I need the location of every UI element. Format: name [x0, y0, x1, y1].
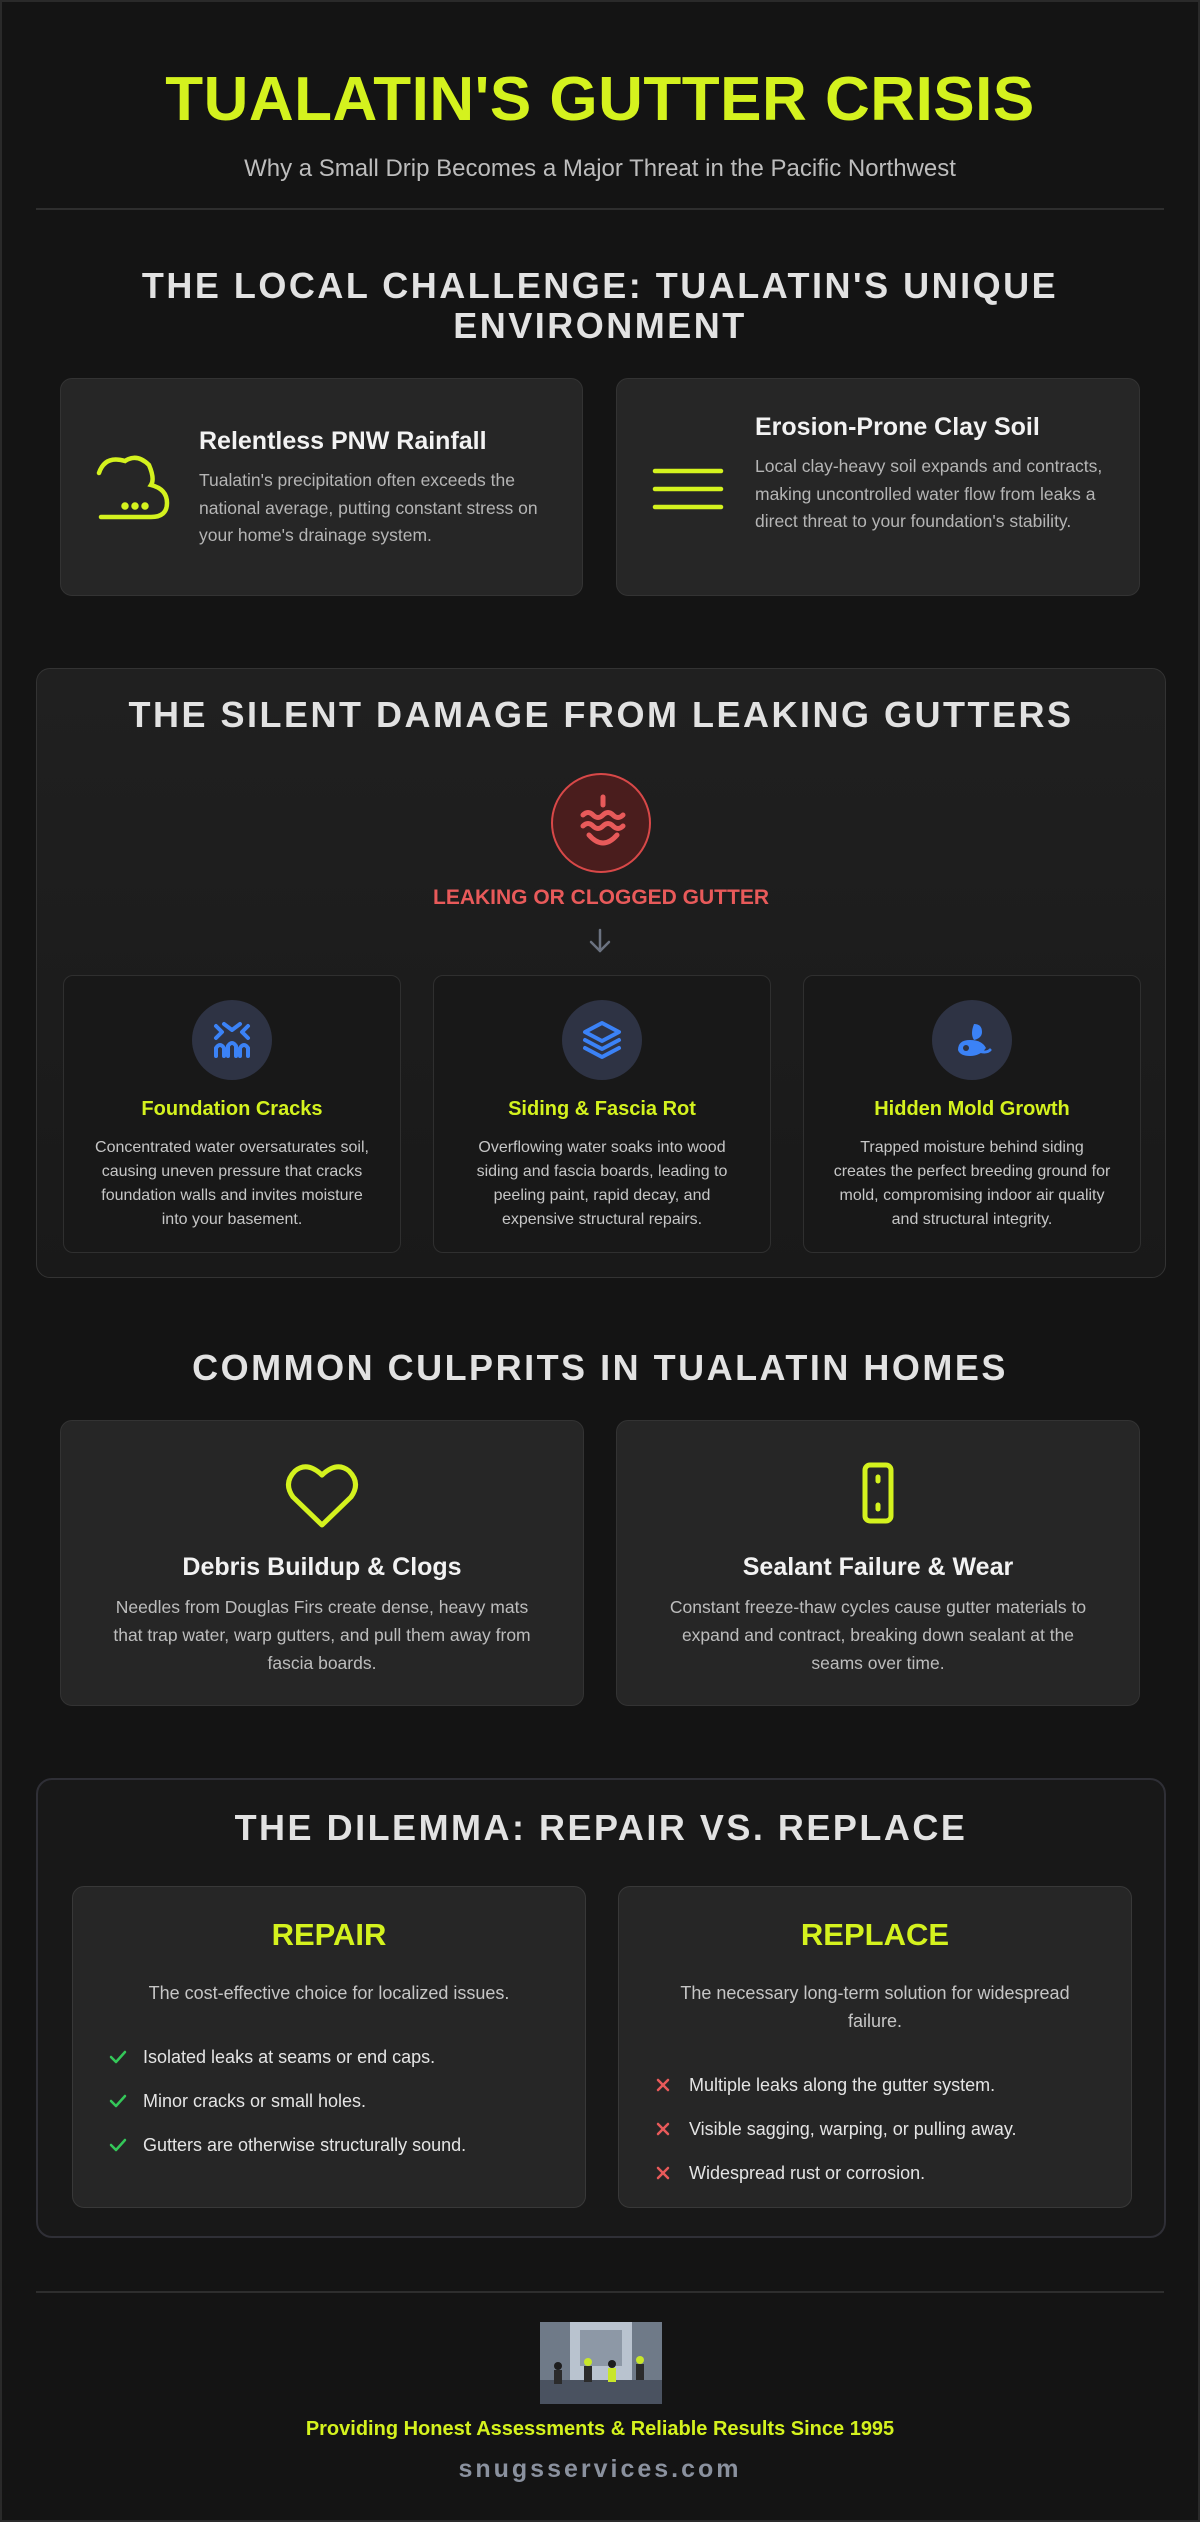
- footer-tagline: Providing Honest Assessments & Reliable Results Since 1995: [305, 2418, 895, 2440]
- dilemma-panel: [36, 1778, 1166, 2238]
- website-link[interactable]: snugsservices.com: [458, 2455, 742, 2483]
- layers-icon: [562, 1000, 642, 1080]
- replace-item-text: Multiple leaks along the gutter system.: [689, 2074, 996, 2095]
- header: [2, 2, 1198, 184]
- debris-card-title: Debris Buildup & Clogs: [182, 1553, 462, 1581]
- dilemma-title: THE DILEMMA: REPAIR VS. REPLACE: [234, 1807, 968, 1848]
- seam-icon: [860, 1461, 896, 1530]
- page-subtitle: Why a Small Drip Becomes a Major Threat in the Pacific Northwest: [244, 155, 956, 182]
- repair-title: REPAIR: [271, 1917, 387, 1952]
- sealant-card-title: Sealant Failure & Wear: [742, 1553, 1014, 1581]
- clay-soil-card-title: Erosion-Prone Clay Soil: [755, 413, 1040, 441]
- cloud-rain-icon: [91, 451, 171, 531]
- repair-card: [72, 1886, 586, 2208]
- debris-card: [60, 1420, 584, 1706]
- local-challenge-title: THE LOCAL CHALLENGE: TUALATIN'S UNIQUE ENVIRONMENT: [141, 265, 1059, 346]
- siding-rot-text: Overflowing water soaks into wood siding and fascia boards, leading to peeling paint, rapid decay, and expensive structural repairs.: [476, 1139, 728, 1228]
- silent-damage-title: THE SILENT DAMAGE FROM LEAKING GUTTERS: [128, 694, 1074, 735]
- sealant-card: [616, 1420, 1140, 1706]
- page-title: TUALATIN'S GUTTER CRISIS: [165, 65, 1035, 134]
- mold-spores-icon: [932, 1000, 1012, 1080]
- silent-damage-panel: [36, 668, 1166, 1278]
- arrow-down-icon: [587, 927, 613, 960]
- list-item: [655, 2107, 1101, 2151]
- x-icon: [655, 2165, 689, 2181]
- leaking-gutter-icon: [551, 773, 651, 873]
- clay-soil-card: [616, 378, 1140, 596]
- soil-layers-icon: [651, 465, 725, 513]
- replace-item-text: Widespread rust or corrosion.: [689, 2162, 926, 2183]
- footer-divider: [36, 2291, 1164, 2293]
- list-item: [655, 2063, 1101, 2107]
- crew-photo: [540, 2322, 662, 2404]
- list-item: [109, 2123, 555, 2167]
- list-item: [109, 2079, 555, 2123]
- leaking-gutter-label: LEAKING OR CLOGGED GUTTER: [433, 886, 769, 909]
- debris-card-text: Needles from Douglas Firs create dense, heavy mats that trap water, warp gutters, and pull them away from fascia boards.: [113, 1597, 531, 1673]
- foundation-cracks-text: Concentrated water oversaturates soil, causing uneven pressure that cracks foundation walls and invites moisture into your basement.: [95, 1139, 369, 1228]
- repair-item-text: Isolated leaks at seams or end caps.: [143, 2046, 436, 2067]
- siding-rot-title: Siding & Fascia Rot: [508, 1098, 696, 1120]
- foundation-cracks-title: Foundation Cracks: [141, 1098, 323, 1120]
- mold-growth-title: Hidden Mold Growth: [874, 1098, 1070, 1120]
- x-icon: [655, 2121, 689, 2137]
- replace-item-text: Visible sagging, warping, or pulling away.: [689, 2118, 1017, 2139]
- replace-card: [618, 1886, 1132, 2208]
- sealant-card-text: Constant freeze-thaw cycles cause gutter materials to expand and contract, breaking down sealant at the seams over time.: [669, 1597, 1087, 1673]
- list-item: [655, 2151, 1101, 2195]
- mold-growth-text: Trapped moisture behind siding creates the perfect breeding ground for mold, compromising indoor air quality and structural integrity.: [833, 1139, 1111, 1228]
- culprits-title: COMMON CULPRITS IN TUALATIN HOMES: [192, 1347, 1008, 1388]
- repair-list: [109, 2035, 555, 2167]
- foundation-cracks-icon: [192, 1000, 272, 1080]
- check-icon: [109, 2094, 143, 2108]
- rainfall-card: [60, 378, 583, 596]
- header-divider: [36, 208, 1164, 210]
- replace-title: REPLACE: [800, 1917, 950, 1952]
- rainfall-card-text: Tualatin's precipitation often exceeds the national average, putting constant stress on your home's drainage system.: [199, 470, 538, 545]
- foundation-cracks-card: [63, 975, 401, 1253]
- infographic-page: [2, 2, 1198, 2520]
- check-icon: [109, 2138, 143, 2152]
- replace-list: [655, 2063, 1101, 2195]
- siding-rot-card: [433, 975, 771, 1253]
- heart-icon: [285, 1461, 359, 1536]
- mold-growth-card: [803, 975, 1141, 1253]
- replace-intro: The necessary long-term solution for widespread failure.: [680, 1983, 1070, 2031]
- repair-item-text: Gutters are otherwise structurally sound.: [143, 2134, 467, 2155]
- x-icon: [655, 2077, 689, 2093]
- repair-intro: The cost-effective choice for localized issues.: [148, 1983, 510, 2003]
- clay-soil-card-text: Local clay-heavy soil expands and contracts, making uncontrolled water flow from leaks a direct threat to your foundation's stability.: [755, 456, 1103, 531]
- repair-item-text: Minor cracks or small holes.: [143, 2090, 367, 2111]
- list-item: [109, 2035, 555, 2079]
- check-icon: [109, 2050, 143, 2064]
- rainfall-card-title: Relentless PNW Rainfall: [199, 427, 487, 455]
